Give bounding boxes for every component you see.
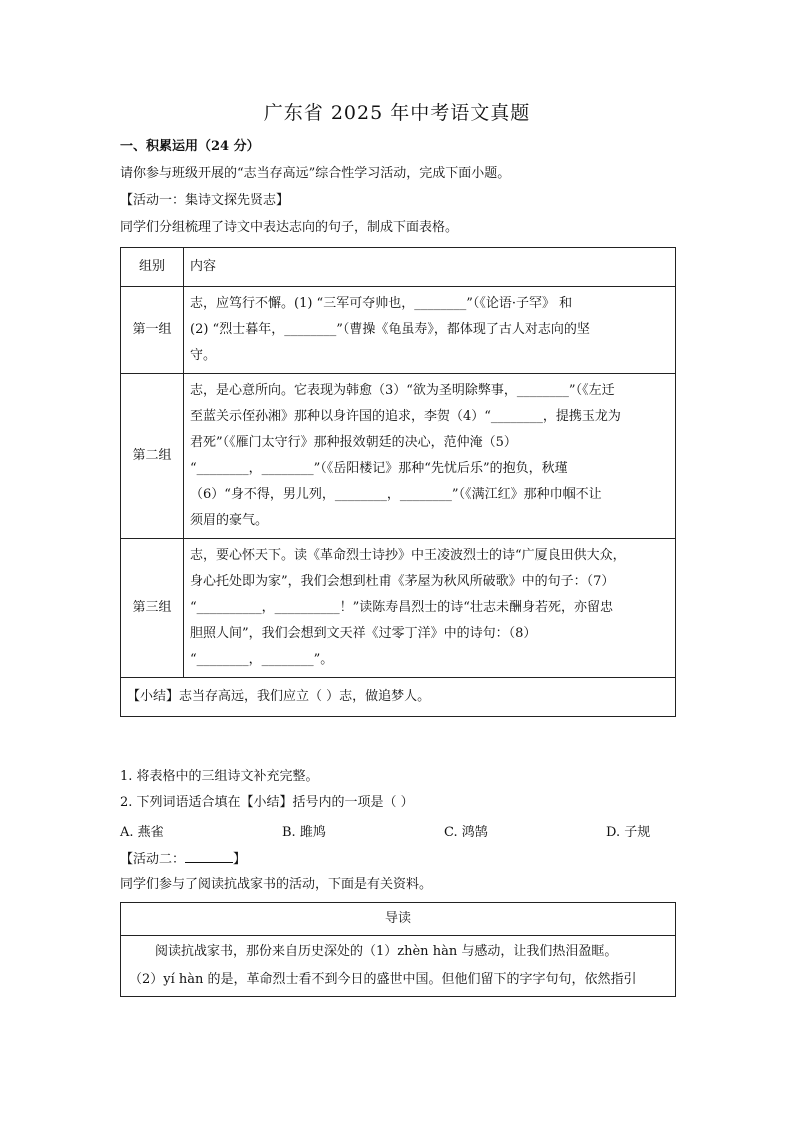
content-line: 志，要心怀天下。读《革命烈士诗抄》中王凌波烈士的诗“广厦良田供大众， [190, 548, 626, 563]
content-line: 身心托处即为家”，我们会想到杜甫《茅屋为秋风所破歌》中的句子：（7） [190, 574, 615, 589]
activity1-desc: 同学们分组梳理了诗文中表达志向的句子，制成下面表格。 [120, 220, 459, 235]
content-line: 志，应笃行不懈。(1) “三军可夺帅也，________”（《论语·子罕》 和 [190, 296, 573, 311]
reading-header: 导读 [121, 903, 676, 936]
activity2-heading [120, 848, 246, 869]
reading-body [121, 936, 676, 997]
content-line: “________，________”（《岳阳楼记》那种“先忧后乐”的抱负，秋瑾 [190, 461, 568, 476]
header-group: 组别 [121, 248, 184, 287]
option-d[interactable]: D. 子规 [606, 825, 651, 840]
activity2-label: 【活动二： [120, 852, 186, 867]
reading-line: （2）yí hàn 的是，革命烈士看不到今日的盛世中国。但他们留下的字字句句，依然指引 [129, 972, 637, 987]
content-line: (2) “烈士暮年，________”（曹操《龟虽寿》，都体现了古人对志向的坚 [190, 322, 590, 337]
group-label: 第一组 [121, 287, 184, 374]
content-line: （6）“身不得，男儿列，________，________”（《满江红》那种巾帼不让 [190, 487, 602, 502]
group-label: 第三组 [121, 539, 184, 678]
option-b[interactable]: B. 雎鸠 [282, 825, 326, 840]
option-a[interactable]: A. 燕雀 [120, 825, 164, 840]
content-line: 胆照人间”，我们会想到文天祥《过零丁洋》中的诗句：（8） [190, 626, 537, 641]
page-title: 广东省 2025 年中考语文真题 [263, 102, 531, 124]
table-row [121, 374, 676, 539]
group-content [184, 374, 676, 539]
question-2: 2. 下列词语适合填在【小结】括号内的一项是（ ） [120, 795, 414, 810]
summary-cell: 【小结】志当存高远，我们应立（ ）志，做追梦人。 [121, 678, 676, 717]
reading-table [120, 902, 676, 997]
group-label: 第二组 [121, 374, 184, 539]
reading-line: 阅读抗战家书，那份来自历史深处的（1）zhèn hàn 与感动，让我们热泪盈眶。 [155, 944, 618, 959]
summary-row [121, 678, 676, 717]
content-line: “________，________”。 [190, 652, 334, 667]
activity2-blank[interactable] [185, 848, 233, 863]
table-header-row [121, 248, 676, 287]
header-content: 内容 [184, 248, 676, 287]
content-line: 须眉的豪气。 [190, 513, 269, 528]
reading-body-row [121, 936, 676, 997]
content-line: 志，是心意所向。它表现为韩愈（3）“欲为圣明除弊事，________”（《左迁 [190, 383, 615, 398]
question-1: 1. 将表格中的三组诗文补充完整。 [120, 769, 319, 784]
group-content [184, 539, 676, 678]
group-content [184, 287, 676, 374]
poetry-table [120, 247, 676, 717]
content-line: “__________，__________！”读陈寿昌烈士的诗“壮志未酬身若死，亦留忠 [190, 600, 613, 615]
content-line: 守。 [190, 348, 217, 363]
content-line: 君死”（《雁门太守行》那种报效朝廷的决心，范仲淹（5） [190, 435, 517, 450]
intro-text: 请你参与班级开展的“志当存高远”综合性学习活动，完成下面小题。 [120, 166, 511, 181]
section-heading: 一、积累运用（24 分） [120, 139, 260, 154]
activity1-heading: 【活动一：集诗文探先贤志】 [120, 193, 290, 208]
option-c[interactable]: C. 鸿鹄 [444, 825, 488, 840]
table-row [121, 539, 676, 678]
table-row [121, 287, 676, 374]
content-line: 至蓝关示侄孙湘》那种以身许国的追求，李贺（4）“________，提携玉龙为 [190, 409, 621, 424]
reading-header-row [121, 903, 676, 936]
activity2-end: 】 [233, 852, 247, 867]
activity2-desc: 同学们参与了阅读抗战家书的活动，下面是有关资料。 [120, 877, 433, 892]
